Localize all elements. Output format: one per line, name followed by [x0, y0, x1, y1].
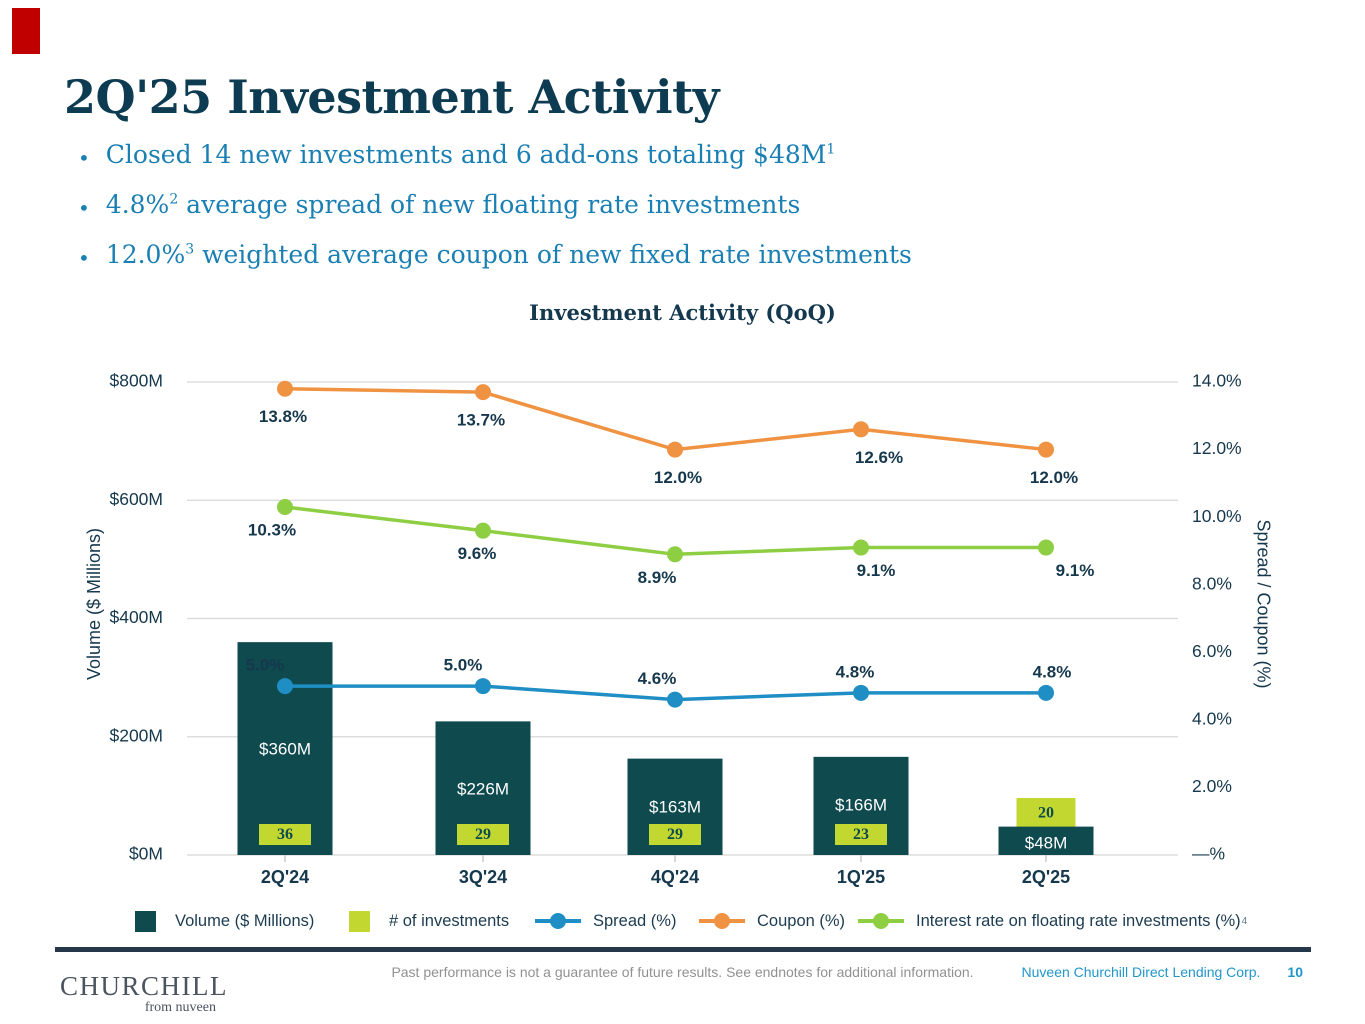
series-marker: [667, 692, 683, 708]
volume-label: $163M: [649, 797, 701, 817]
legend-label: # of investments: [389, 911, 510, 930]
series-point-label: 5.0%: [245, 655, 285, 675]
volume-label: $48M: [1024, 833, 1068, 853]
x-axis-label: 1Q'25: [836, 866, 886, 887]
series-marker: [1038, 442, 1054, 458]
volume-label: $226M: [457, 779, 509, 799]
left-axis-tick: $800M: [109, 370, 163, 391]
legend-floating-rate: Interest rate on floating rate investments (%) 4: [858, 909, 1247, 933]
series-marker: [1038, 540, 1054, 556]
bullet-dot: •: [78, 196, 90, 220]
bullet-dot: •: [78, 146, 90, 170]
series-point-label: 9.1%: [1055, 561, 1095, 581]
count-label: 23: [853, 826, 869, 844]
series-line: [285, 507, 1046, 554]
bullet-text: 12.0%$^3$ weighted average coupon of new fixed rate investments: [105, 240, 912, 269]
right-axis-tick: 8.0%: [1192, 573, 1232, 594]
series-point-label: 12.6%: [854, 447, 904, 467]
legend-count: [349, 909, 509, 933]
series-marker: [667, 546, 683, 562]
series-point-label: 12.0%: [1029, 468, 1079, 488]
series-point-label: 13.7%: [456, 410, 506, 430]
series-line: [285, 686, 1046, 700]
series-marker: [475, 384, 491, 400]
legend-line-icon: [535, 919, 581, 923]
company-name: Nuveen Churchill Direct Lending Corp.: [1021, 964, 1261, 980]
legend-label: Coupon (%): [757, 911, 846, 930]
left-axis-title: Volume ($ Millions): [83, 527, 104, 681]
footer-right: [1022, 964, 1303, 980]
right-axis-tick: 12.0%: [1192, 438, 1242, 459]
legend-marker-dot: [873, 913, 889, 929]
series-marker: [277, 678, 293, 694]
legend-label: Interest rate on floating rate investments (%): [916, 911, 1241, 930]
series-point-label: 4.8%: [1032, 662, 1072, 682]
series-point-label: 9.1%: [856, 561, 896, 581]
legend-coupon: [699, 909, 845, 933]
legend-marker-dot: [550, 913, 566, 929]
count-label: 20: [1038, 804, 1054, 822]
right-axis-tick: 10.0%: [1192, 505, 1242, 526]
series-marker: [667, 442, 683, 458]
series-marker: [475, 523, 491, 539]
right-axis-tick: 2.0%: [1192, 776, 1232, 797]
page-title: 2Q'25 Investment Activity: [64, 70, 720, 124]
series-line: [285, 389, 1046, 450]
series-point-label: 4.8%: [835, 662, 875, 682]
bullet-text: 4.8%$^2$ average spread of new floating rate investments: [105, 190, 801, 219]
bullet-text: Closed 14 new investments and 6 add-ons totaling $\$48M^1$: [105, 140, 836, 169]
series-marker: [475, 678, 491, 694]
legend-swatch-icon: [135, 911, 156, 932]
series-point-label: 9.6%: [457, 544, 497, 564]
series-marker: [1038, 685, 1054, 701]
right-axis-tick: 6.0%: [1192, 640, 1232, 661]
count-label: 29: [475, 826, 491, 844]
legend-swatch-icon: [349, 911, 370, 932]
series-point-label: 8.9%: [637, 567, 677, 587]
bullet-dot: •: [78, 246, 90, 270]
count-label: 29: [667, 826, 683, 844]
legend-line-icon: [699, 919, 745, 923]
legend-marker-dot: [714, 913, 730, 929]
left-axis-tick: $600M: [109, 488, 163, 509]
chart-title: Investment Activity (QoQ): [529, 300, 836, 325]
x-axis-label: 4Q'24: [650, 866, 700, 887]
logo-tagline: from nuveen: [144, 1000, 216, 1015]
series-marker: [853, 421, 869, 437]
logo-wordmark: CHURCHILL: [60, 971, 228, 1001]
x-axis-label: 3Q'24: [458, 866, 508, 887]
legend-line-icon: [858, 919, 904, 923]
series-point-label: 13.8%: [258, 407, 308, 427]
series-point-label: 10.3%: [247, 520, 297, 540]
volume-label: $360M: [259, 739, 311, 759]
right-axis-tick: 4.0%: [1192, 708, 1232, 729]
series-marker: [853, 540, 869, 556]
series-marker: [853, 685, 869, 701]
footer-rule: [55, 947, 1311, 952]
series-point-label: 12.0%: [653, 468, 703, 488]
legend-label: Spread (%): [593, 911, 677, 930]
page-number: 10: [1287, 964, 1303, 980]
volume-label: $166M: [835, 795, 887, 815]
x-axis-label: 2Q'24: [260, 866, 310, 887]
right-axis-tick: —%: [1192, 843, 1226, 864]
left-axis-tick: $400M: [109, 607, 163, 628]
footer-disclaimer: Past performance is not a guarantee of future results. See endnotes for additional information.: [391, 964, 974, 980]
left-axis-tick: $0M: [128, 843, 163, 864]
left-axis-tick: $200M: [109, 725, 163, 746]
right-axis-title: Spread / Coupon (%): [1253, 519, 1274, 689]
x-axis-label: 2Q'25: [1021, 866, 1071, 887]
legend-label: Volume ($ Millions): [175, 911, 315, 930]
series-marker: [277, 381, 293, 397]
legend-spread: [535, 909, 676, 933]
count-label: 36: [277, 826, 293, 844]
series-point-label: 4.6%: [637, 669, 677, 689]
legend-volume: [135, 909, 314, 933]
series-marker: [277, 499, 293, 515]
right-axis-tick: 14.0%: [1192, 370, 1242, 391]
series-point-label: 5.0%: [443, 655, 483, 675]
